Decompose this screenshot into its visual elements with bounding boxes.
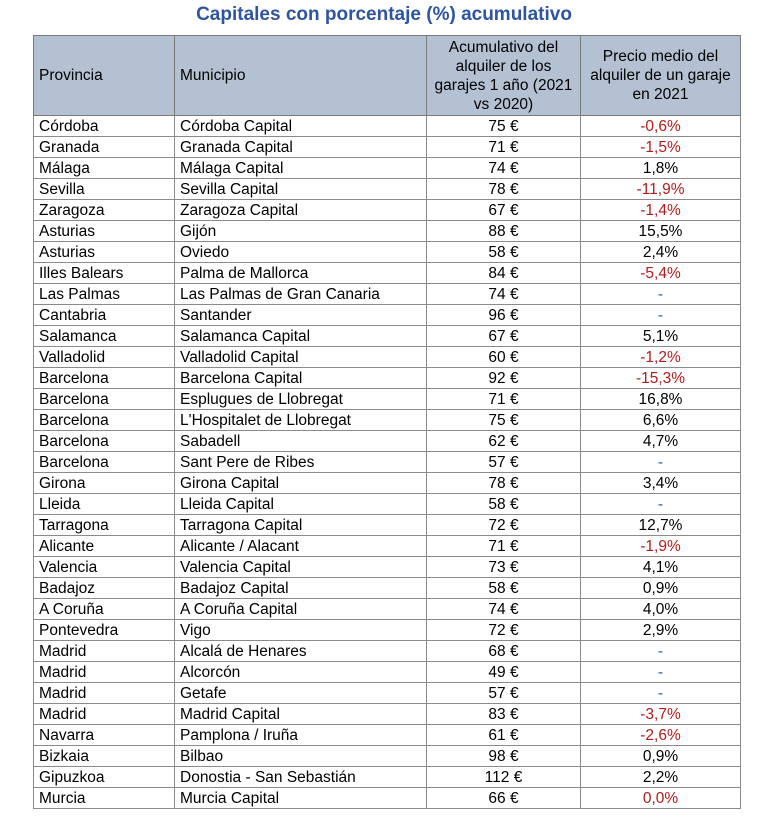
cell-provincia: Barcelona	[34, 389, 175, 410]
cell-provincia: Valladolid	[34, 347, 175, 368]
cell-acumulativo: 75 €	[427, 116, 581, 137]
cell-precio: -	[581, 662, 741, 683]
cell-municipio: Alcorcón	[175, 662, 427, 683]
cell-precio: -2,6%	[581, 725, 741, 746]
table-row	[34, 641, 741, 662]
table-row	[34, 116, 741, 137]
data-table	[33, 35, 741, 809]
cell-acumulativo: 71 €	[427, 536, 581, 557]
cell-acumulativo: 88 €	[427, 221, 581, 242]
cell-acumulativo: 72 €	[427, 620, 581, 641]
cell-acumulativo: 96 €	[427, 305, 581, 326]
cell-precio: -1,5%	[581, 137, 741, 158]
cell-provincia: Córdoba	[34, 116, 175, 137]
cell-precio: 0,0%	[581, 788, 741, 809]
cell-provincia: Las Palmas	[34, 284, 175, 305]
cell-precio: -0,6%	[581, 116, 741, 137]
cell-precio: -	[581, 284, 741, 305]
cell-acumulativo: 57 €	[427, 683, 581, 704]
table-row	[34, 662, 741, 683]
table-row	[34, 557, 741, 578]
cell-municipio: Barcelona Capital	[175, 368, 427, 389]
cell-acumulativo: 72 €	[427, 515, 581, 536]
cell-municipio: Málaga Capital	[175, 158, 427, 179]
cell-precio: -15,3%	[581, 368, 741, 389]
table-row	[34, 158, 741, 179]
cell-municipio: Badajoz Capital	[175, 578, 427, 599]
cell-precio: 0,9%	[581, 578, 741, 599]
table-row	[34, 452, 741, 473]
table-row	[34, 683, 741, 704]
cell-acumulativo: 73 €	[427, 557, 581, 578]
cell-precio: 4,0%	[581, 599, 741, 620]
table-row	[34, 578, 741, 599]
cell-precio: 4,1%	[581, 557, 741, 578]
cell-acumulativo: 98 €	[427, 746, 581, 767]
table-row	[34, 431, 741, 452]
cell-acumulativo: 58 €	[427, 494, 581, 515]
cell-municipio: Alicante / Alacant	[175, 536, 427, 557]
cell-precio: -	[581, 494, 741, 515]
cell-municipio: Oviedo	[175, 242, 427, 263]
table-row	[34, 221, 741, 242]
cell-municipio: A Coruña Capital	[175, 599, 427, 620]
cell-provincia: Barcelona	[34, 431, 175, 452]
cell-acumulativo: 67 €	[427, 326, 581, 347]
cell-provincia: Asturias	[34, 221, 175, 242]
cell-municipio: Córdoba Capital	[175, 116, 427, 137]
cell-acumulativo: 67 €	[427, 200, 581, 221]
cell-provincia: Cantabria	[34, 305, 175, 326]
cell-precio: 15,5%	[581, 221, 741, 242]
cell-provincia: Lleida	[34, 494, 175, 515]
cell-provincia: Salamanca	[34, 326, 175, 347]
cell-precio: 4,7%	[581, 431, 741, 452]
cell-acumulativo: 83 €	[427, 704, 581, 725]
header-municipio: Municipio	[175, 36, 427, 116]
cell-acumulativo: 58 €	[427, 578, 581, 599]
cell-municipio: Zaragoza Capital	[175, 200, 427, 221]
cell-acumulativo: 71 €	[427, 137, 581, 158]
table-row	[34, 326, 741, 347]
cell-acumulativo: 60 €	[427, 347, 581, 368]
cell-acumulativo: 49 €	[427, 662, 581, 683]
cell-municipio: Lleida Capital	[175, 494, 427, 515]
cell-precio: 2,9%	[581, 620, 741, 641]
cell-municipio: Sevilla Capital	[175, 179, 427, 200]
cell-municipio: Valencia Capital	[175, 557, 427, 578]
cell-provincia: Barcelona	[34, 368, 175, 389]
table-row	[34, 179, 741, 200]
cell-precio: -1,9%	[581, 536, 741, 557]
cell-precio: 5,1%	[581, 326, 741, 347]
cell-precio: -	[581, 683, 741, 704]
cell-provincia: Zaragoza	[34, 200, 175, 221]
cell-precio: -3,7%	[581, 704, 741, 725]
cell-precio: 2,4%	[581, 242, 741, 263]
table-row	[34, 389, 741, 410]
cell-precio: 0,9%	[581, 746, 741, 767]
table-row	[34, 704, 741, 725]
table-row	[34, 305, 741, 326]
cell-provincia: Madrid	[34, 641, 175, 662]
cell-municipio: L'Hospitalet de Llobregat	[175, 410, 427, 431]
table-row	[34, 473, 741, 494]
cell-acumulativo: 71 €	[427, 389, 581, 410]
cell-precio: -1,4%	[581, 200, 741, 221]
table-row	[34, 137, 741, 158]
cell-municipio: Gijón	[175, 221, 427, 242]
cell-provincia: Tarragona	[34, 515, 175, 536]
header-precio: Precio medio del alquiler de un garaje en 2021	[581, 36, 741, 116]
cell-provincia: Gipuzkoa	[34, 767, 175, 788]
cell-acumulativo: 58 €	[427, 242, 581, 263]
cell-provincia: Girona	[34, 473, 175, 494]
cell-municipio: Sabadell	[175, 431, 427, 452]
table-row	[34, 347, 741, 368]
table-row	[34, 284, 741, 305]
cell-precio: 1,8%	[581, 158, 741, 179]
cell-acumulativo: 112 €	[427, 767, 581, 788]
cell-precio: 6,6%	[581, 410, 741, 431]
cell-municipio: Bilbao	[175, 746, 427, 767]
cell-precio: 3,4%	[581, 473, 741, 494]
cell-municipio: Salamanca Capital	[175, 326, 427, 347]
cell-provincia: Madrid	[34, 683, 175, 704]
cell-provincia: A Coruña	[34, 599, 175, 620]
table-row	[34, 515, 741, 536]
cell-acumulativo: 75 €	[427, 410, 581, 431]
cell-acumulativo: 68 €	[427, 641, 581, 662]
cell-provincia: Badajoz	[34, 578, 175, 599]
table-row	[34, 536, 741, 557]
cell-acumulativo: 84 €	[427, 263, 581, 284]
cell-municipio: Vigo	[175, 620, 427, 641]
cell-municipio: Madrid Capital	[175, 704, 427, 725]
cell-acumulativo: 74 €	[427, 158, 581, 179]
cell-municipio: Alcalá de Henares	[175, 641, 427, 662]
cell-provincia: Navarra	[34, 725, 175, 746]
cell-provincia: Madrid	[34, 704, 175, 725]
cell-municipio: Valladolid Capital	[175, 347, 427, 368]
header-provincia: Provincia	[34, 36, 175, 116]
cell-municipio: Getafe	[175, 683, 427, 704]
cell-provincia: Madrid	[34, 662, 175, 683]
cell-municipio: Sant Pere de Ribes	[175, 452, 427, 473]
cell-municipio: Las Palmas de Gran Canaria	[175, 284, 427, 305]
cell-precio: -	[581, 452, 741, 473]
cell-provincia: Sevilla	[34, 179, 175, 200]
cell-acumulativo: 61 €	[427, 725, 581, 746]
cell-acumulativo: 74 €	[427, 284, 581, 305]
cell-acumulativo: 78 €	[427, 179, 581, 200]
cell-precio: 16,8%	[581, 389, 741, 410]
cell-precio: -11,9%	[581, 179, 741, 200]
cell-municipio: Granada Capital	[175, 137, 427, 158]
cell-provincia: Asturias	[34, 242, 175, 263]
table-row	[34, 494, 741, 515]
table-row	[34, 620, 741, 641]
cell-acumulativo: 57 €	[427, 452, 581, 473]
cell-municipio: Palma de Mallorca	[175, 263, 427, 284]
cell-provincia: Murcia	[34, 788, 175, 809]
table-row	[34, 410, 741, 431]
table-row	[34, 242, 741, 263]
cell-municipio: Santander	[175, 305, 427, 326]
cell-precio: -	[581, 641, 741, 662]
cell-provincia: Alicante	[34, 536, 175, 557]
cell-provincia: Pontevedra	[34, 620, 175, 641]
page-title: Capitales con porcentaje (%) acumulativo	[196, 4, 572, 25]
table-row	[34, 788, 741, 809]
cell-precio: -	[581, 305, 741, 326]
cell-provincia: Barcelona	[34, 410, 175, 431]
cell-precio: -5,4%	[581, 263, 741, 284]
table-row	[34, 725, 741, 746]
cell-provincia: Granada	[34, 137, 175, 158]
table-row	[34, 767, 741, 788]
cell-acumulativo: 62 €	[427, 431, 581, 452]
table-row	[34, 368, 741, 389]
cell-municipio: Murcia Capital	[175, 788, 427, 809]
cell-provincia: Illes Balears	[34, 263, 175, 284]
table-row	[34, 599, 741, 620]
cell-acumulativo: 78 €	[427, 473, 581, 494]
cell-municipio: Pamplona / Iruña	[175, 725, 427, 746]
cell-acumulativo: 92 €	[427, 368, 581, 389]
cell-precio: 12,7%	[581, 515, 741, 536]
cell-provincia: Bizkaia	[34, 746, 175, 767]
table-row	[34, 746, 741, 767]
cell-municipio: Girona Capital	[175, 473, 427, 494]
cell-provincia: Barcelona	[34, 452, 175, 473]
cell-acumulativo: 66 €	[427, 788, 581, 809]
cell-municipio: Donostia - San Sebastián	[175, 767, 427, 788]
header-acumulativo: Acumulativo del alquiler de los garajes 1 año (2021 vs 2020)	[427, 36, 581, 116]
table-row	[34, 200, 741, 221]
table-body	[34, 116, 741, 809]
cell-precio: -1,2%	[581, 347, 741, 368]
table-row	[34, 263, 741, 284]
cell-municipio: Tarragona Capital	[175, 515, 427, 536]
cell-acumulativo: 74 €	[427, 599, 581, 620]
cell-provincia: Málaga	[34, 158, 175, 179]
cell-provincia: Valencia	[34, 557, 175, 578]
cell-municipio: Esplugues de Llobregat	[175, 389, 427, 410]
cell-precio: 2,2%	[581, 767, 741, 788]
header-row	[34, 36, 741, 116]
